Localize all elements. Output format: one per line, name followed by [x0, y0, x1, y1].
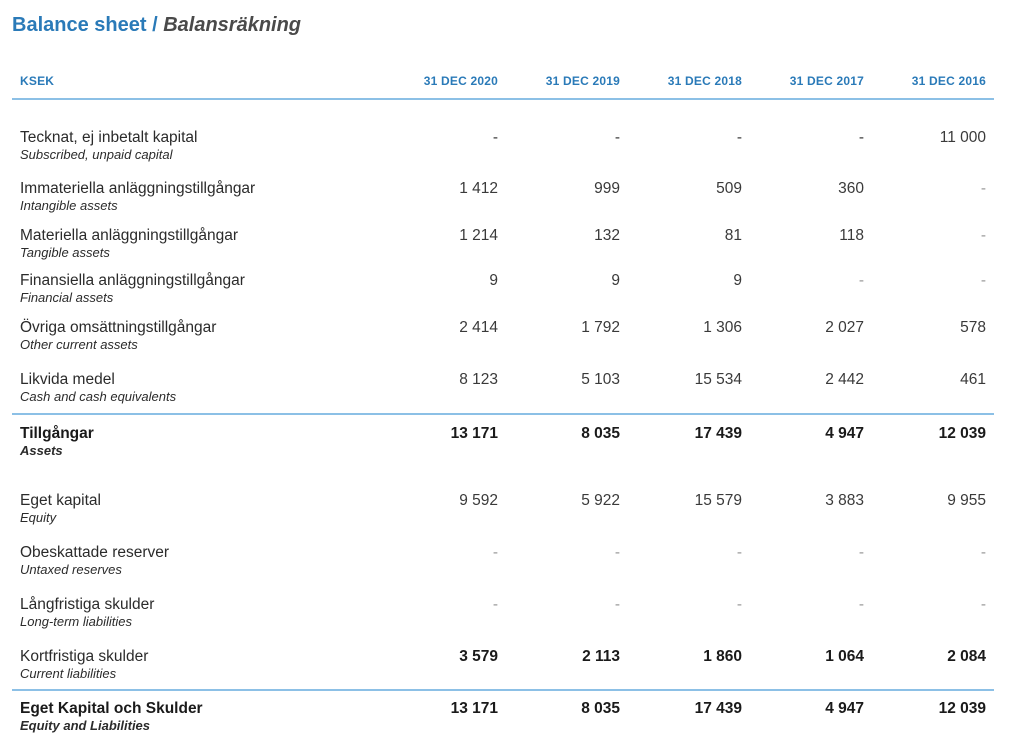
cell-2016: 12 039 — [938, 700, 986, 717]
row-label-english: Cash and cash equivalents — [20, 389, 177, 404]
title-separator: / — [152, 14, 158, 36]
row-label — [20, 128, 198, 163]
cell-2017: 360 — [838, 180, 864, 197]
cell-2016: 12 039 — [938, 425, 986, 442]
cell-2017: 3 883 — [825, 492, 864, 509]
cell-2018: 9 — [733, 272, 742, 289]
title-english: Balance sheet — [12, 14, 147, 36]
row-label-english: Untaxed reserves — [20, 562, 122, 577]
cell-2019: 999 — [594, 180, 620, 197]
row-label-swedish: Materiella anläggningstillgångar — [20, 227, 238, 244]
row-label — [20, 318, 216, 353]
cell-2016: 9 955 — [947, 492, 986, 509]
row-label — [20, 370, 176, 405]
cell-2020: 9 — [489, 272, 498, 289]
row-label-english: Other current assets — [20, 337, 138, 352]
row-label-english: Tangible assets — [20, 245, 110, 260]
row-label-swedish: Kortfristiga skulder — [20, 648, 149, 665]
unit-header: KSEK — [20, 74, 55, 88]
row-label-swedish: Likvida medel — [20, 371, 115, 388]
row-label-swedish: Tillgångar — [20, 425, 94, 442]
row-label-swedish: Långfristiga skulder — [20, 596, 155, 613]
liabilities-divider — [12, 689, 994, 691]
cell-2019: 8 035 — [581, 700, 620, 717]
cell-2020: 3 579 — [459, 648, 498, 665]
row-label — [20, 699, 203, 734]
cell-2017: - — [858, 129, 864, 146]
row-label — [20, 271, 245, 306]
cell-2016: - — [980, 272, 986, 289]
cell-2018: 1 306 — [703, 319, 742, 336]
cell-2017: - — [858, 544, 864, 561]
cell-2019: - — [614, 544, 620, 561]
row-label-swedish: Immateriella anläggningstillgångar — [20, 180, 256, 197]
column-header-2019: 31 DEC 2019 — [545, 74, 620, 88]
cell-2019: 2 113 — [582, 648, 620, 665]
column-header-2020: 31 DEC 2020 — [423, 74, 498, 88]
row-label — [20, 226, 238, 261]
cell-2019: 5 922 — [581, 492, 620, 509]
cell-2020: 1 412 — [459, 180, 498, 197]
cell-2018: 17 439 — [694, 700, 742, 717]
cell-2020: - — [492, 129, 498, 146]
cell-2019: - — [614, 129, 620, 146]
cell-2018: 17 439 — [694, 425, 742, 442]
cell-2020: 2 414 — [459, 319, 498, 336]
cell-2020: 9 592 — [459, 492, 498, 509]
row-label — [20, 424, 94, 459]
row-label — [20, 491, 101, 526]
row-label-swedish: Eget kapital — [20, 492, 101, 509]
cell-2020: - — [492, 596, 498, 613]
cell-2017: 1 064 — [825, 648, 864, 665]
cell-2018: 15 534 — [694, 371, 742, 388]
cell-2020: - — [492, 544, 498, 561]
row-label-swedish: Eget Kapital och Skulder — [20, 700, 203, 717]
cell-2016: - — [980, 227, 986, 244]
cell-2019: 132 — [594, 227, 620, 244]
cell-2018: 81 — [724, 227, 742, 244]
cell-2017: 2 027 — [825, 319, 864, 336]
cell-2016: - — [980, 544, 986, 561]
row-label-english: Intangible assets — [20, 198, 118, 213]
cell-2018: - — [736, 596, 742, 613]
cell-2017: - — [858, 272, 864, 289]
cell-2018: 15 579 — [694, 492, 742, 509]
cell-2016: - — [980, 180, 986, 197]
row-label-swedish: Tecknat, ej inbetalt kapital — [20, 129, 198, 146]
row-label-english: Current liabilities — [20, 666, 117, 681]
row-label — [20, 543, 169, 578]
cell-2018: - — [736, 544, 742, 561]
row-label-english: Equity — [20, 510, 57, 525]
cell-2019: - — [614, 596, 620, 613]
cell-2020: 8 123 — [459, 371, 498, 388]
cell-2016: 2 084 — [947, 648, 986, 665]
cell-2019: 9 — [611, 272, 620, 289]
cell-2017: 4 947 — [825, 425, 864, 442]
cell-2019: 1 792 — [581, 319, 620, 336]
column-header-2018: 31 DEC 2018 — [667, 74, 742, 88]
cell-2018: 1 860 — [703, 648, 742, 665]
page-title — [12, 14, 301, 37]
cell-2016: 11 000 — [939, 129, 986, 146]
row-label-swedish: Obeskattade reserver — [20, 544, 170, 561]
row-label-english: Long-term liabilities — [20, 614, 132, 629]
row-label-english: Subscribed, unpaid capital — [20, 147, 173, 162]
column-header-2016: 31 DEC 2016 — [911, 74, 986, 88]
cell-2018: - — [736, 129, 742, 146]
table-header — [12, 64, 994, 100]
row-label-english: Equity and Liabilities — [20, 718, 151, 733]
cell-2016: 578 — [960, 319, 986, 336]
cell-2020: 1 214 — [459, 227, 498, 244]
column-header-2017: 31 DEC 2017 — [789, 74, 864, 88]
cell-2017: 118 — [839, 227, 864, 244]
cell-2020: 13 171 — [450, 425, 498, 442]
cell-2020: 13 171 — [450, 700, 498, 717]
cell-2017: - — [858, 596, 864, 613]
row-label — [20, 595, 154, 630]
row-label-swedish: Finansiella anläggningstillgångar — [20, 272, 245, 289]
cell-2017: 2 442 — [825, 371, 864, 388]
row-label-swedish: Övriga omsättningstillgångar — [20, 319, 217, 336]
row-label — [20, 179, 255, 214]
assets-divider — [12, 413, 994, 415]
cell-2016: - — [980, 596, 986, 613]
title-swedish: Balansräkning — [163, 14, 302, 36]
cell-2017: 4 947 — [825, 700, 864, 717]
row-label-english: Assets — [20, 443, 63, 458]
cell-2016: 461 — [960, 371, 986, 388]
cell-2018: 509 — [716, 180, 742, 197]
cell-2019: 5 103 — [581, 371, 620, 388]
row-label — [20, 647, 148, 682]
row-label-english: Financial assets — [20, 290, 114, 305]
cell-2019: 8 035 — [581, 425, 620, 442]
